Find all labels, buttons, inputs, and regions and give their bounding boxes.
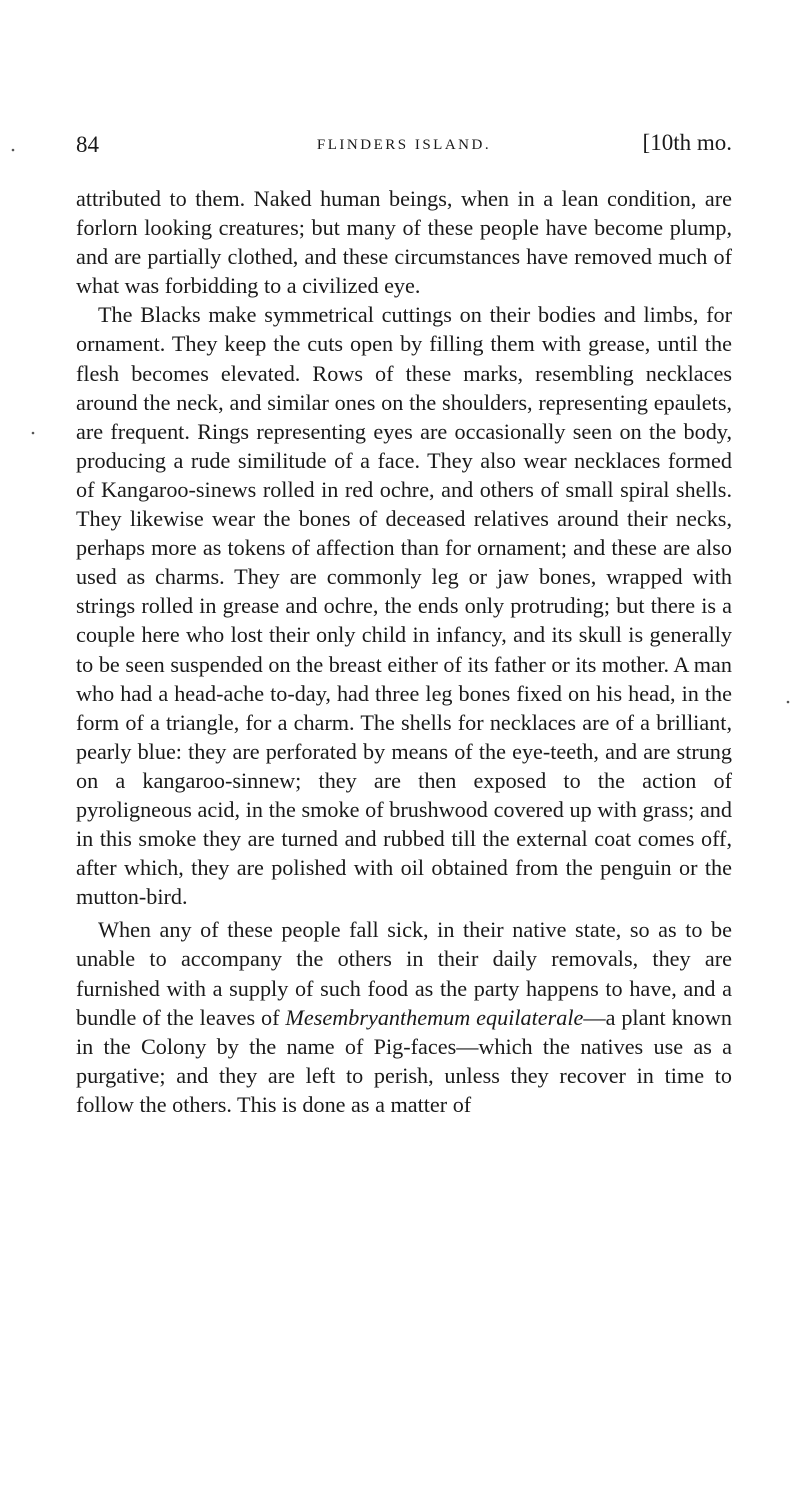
running-title: FLINDERS ISLAND. bbox=[316, 137, 492, 153]
paragraph: The Blacks make symmetrical cuttings on their bodies and limbs, for ornament. They keep the cuts open by filling them with grease, until the flesh becomes elevated. Rows of these marks, resembling necklaces around the neck, and similar ones on the shoulders, representing epaulets, are frequent. Rings representing eyes are occasionally seen on the body, producing a rude similitude of a face. They also wear necklaces formed of Kangaroo-sinews rolled in red ochre, and others of small spiral shells. They likewise wear the bones of deceased relatives around their necks, perhaps more as tokens of affection than for ornament; and these are also used as charms. They are commonly leg or jaw bones, wrapped with strings rolled in grease and ochre, the ends only protruding; but there is a couple here who lost their only child in infancy, and its skull is generally to be seen suspended on the breast either of its father or its mother. A man who had a head-ache to-day, had three leg bones fixed on his head, in the form of a triangle, for a charm. The shells for necklaces are of a brilliant, pearly blue: they are perforated by means of the eye-teeth, and are strung on a kangaroo-sinnew; they are then exposed to the action of pyroligneous acid, in the smoke of brushwood covered up with grass; and in this smoke they are turned and rubbed till the external coat comes off, after which, they are polished with oil obtained from the penguin or the mutton-bird. bbox=[76, 302, 732, 910]
ink-speck bbox=[12, 149, 15, 152]
book-page bbox=[76, 128, 732, 1119]
paragraph-text-before: When any of these people fall sick, in their native state, so as to be unable to accompany the others in their daily removals, they are furnished with a supply of such food as the party happens to have, and a bundle of the leaves of bbox=[76, 917, 732, 1030]
page-number: 84 bbox=[76, 132, 99, 157]
paragraph bbox=[76, 915, 732, 1119]
ink-speck bbox=[787, 701, 790, 704]
body-text bbox=[76, 184, 732, 1119]
paragraph-text-after: —a plant known in the Colony by the name of Pig-faces—which the natives use as a purgative; and they are left to perish, unless they recover in time to follow the others. This is done as a matter of bbox=[76, 1004, 732, 1117]
running-head bbox=[76, 128, 732, 168]
paragraph: attributed to them. Naked human beings, when in a lean condition, are forlorn looking creatures; but many of these people have become plump, and are partially clothed, and these circumstances have removed much of what was forbidding to a civilized eye. bbox=[76, 186, 732, 299]
running-date: [10th mo. bbox=[642, 130, 732, 155]
ink-speck bbox=[32, 432, 35, 435]
botanical-name: Mesembryanthemum equilaterale bbox=[285, 1004, 584, 1030]
